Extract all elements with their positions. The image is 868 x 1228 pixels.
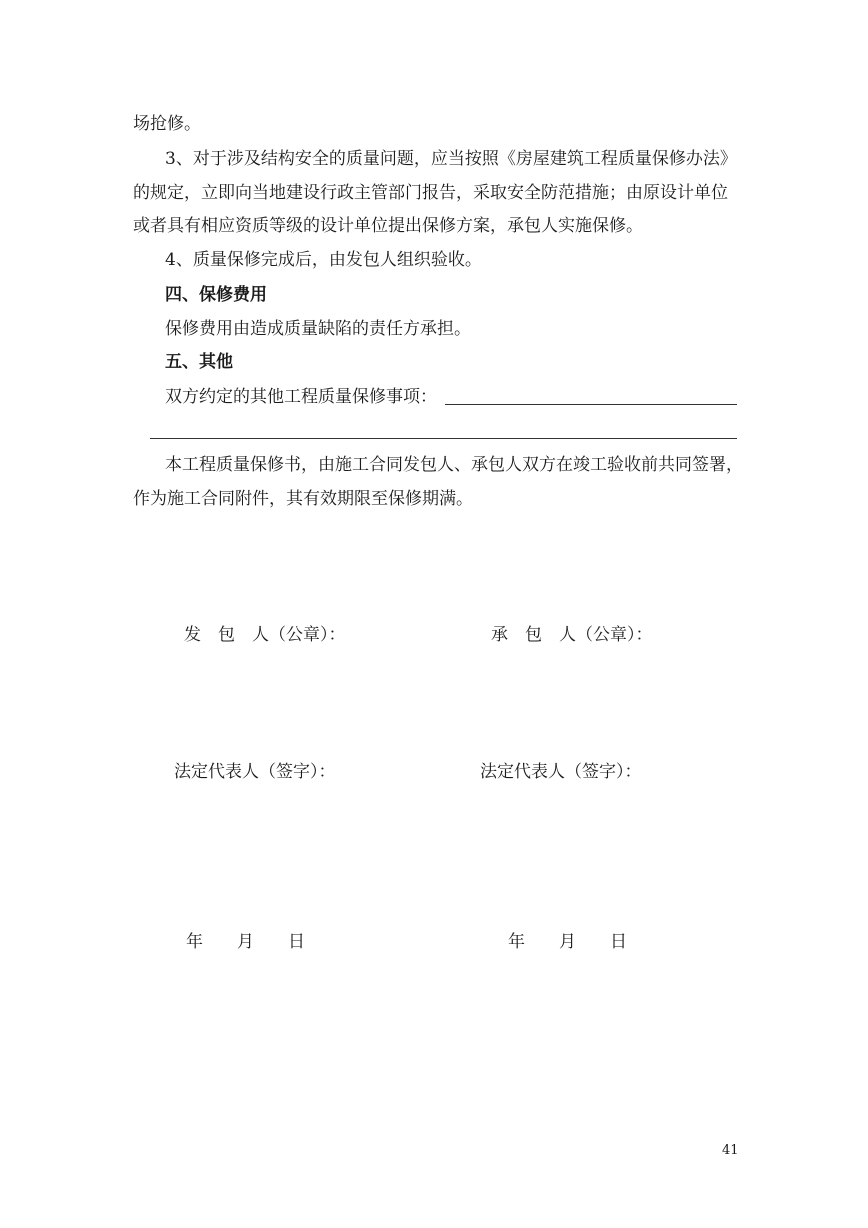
text-line-5: 4、质量保修完成后，由发包人组织验收。 xyxy=(165,250,482,270)
contractor-date-label: 年 月 日 xyxy=(508,932,627,952)
fill-in-line-2 xyxy=(150,438,737,439)
employer-representative-label: 法定代表人（签字）： xyxy=(174,762,336,782)
fees-text: 保修费用由造成质量缺陷的责任方承担。 xyxy=(165,319,471,339)
contractor-seal-label: 承 包 人（公章）： xyxy=(491,625,653,645)
text-line-1: 场抢修。 xyxy=(133,114,201,134)
text-line-3: 的规定，立即向当地建设行政主管部门报告，采取安全防范措施；由原设计单位 xyxy=(133,183,728,203)
other-text: 双方约定的其他工程质量保修事项： xyxy=(165,387,437,407)
employer-date-label: 年 月 日 xyxy=(186,932,305,952)
closing-line-2: 作为施工合同附件，其有效期限至保修期满。 xyxy=(133,489,473,509)
contractor-employer-seal-label: 发 包 人（公章）： xyxy=(184,625,346,645)
section-heading-fees: 四、保修费用 xyxy=(165,285,267,305)
page-number: 41 xyxy=(722,1143,739,1158)
fill-in-line-1 xyxy=(445,404,737,405)
text-line-4: 或者具有相应资质等级的设计单位提出保修方案，承包人实施保修。 xyxy=(133,216,643,236)
contractor-representative-label: 法定代表人（签字）： xyxy=(480,762,642,782)
closing-line-1: 本工程质量保修书，由施工合同发包人、承包人双方在竣工验收前共同签署， xyxy=(165,455,743,475)
text-line-2: 3、对于涉及结构安全的质量问题，应当按照《房屋建筑工程质量保修办法》 xyxy=(165,149,737,169)
section-heading-other: 五、其他 xyxy=(165,352,233,372)
